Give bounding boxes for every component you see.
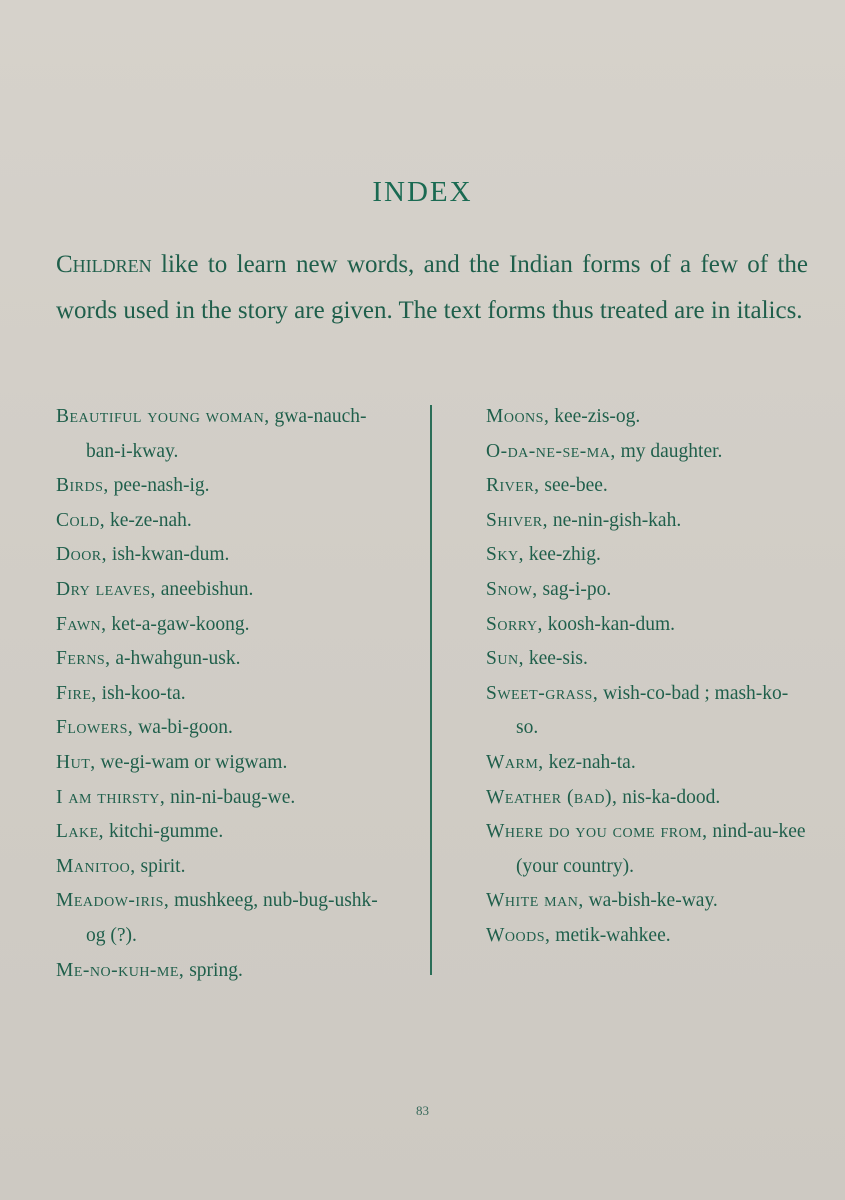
index-definition: spring.	[184, 959, 243, 981]
index-entry	[56, 642, 386, 677]
index-entry	[486, 400, 808, 435]
index-definition: a-hwahgun-usk.	[110, 648, 241, 670]
column-divider	[430, 405, 432, 975]
index-term: Fawn,	[56, 613, 107, 635]
index-entry	[486, 919, 808, 954]
index-entry	[486, 815, 808, 884]
index-entry	[56, 504, 386, 539]
intro-paragraph	[56, 242, 808, 334]
index-definition: aneebishun.	[155, 578, 254, 600]
index-term: Beautiful young woman,	[56, 406, 270, 427]
index-entry	[486, 677, 808, 746]
index-entry	[56, 469, 386, 504]
index-term: Fire,	[56, 682, 97, 704]
index-definition: ke-ze-nah.	[105, 509, 192, 531]
index-definition: sag-i-po.	[537, 578, 612, 600]
index-term: Woods,	[486, 924, 551, 946]
index-entry	[486, 469, 808, 504]
index-term: Birds,	[56, 475, 109, 497]
index-entry	[56, 850, 386, 885]
index-term: Where do you come from,	[486, 821, 708, 843]
index-term: I am thirsty,	[56, 786, 166, 808]
index-definition: pee-nash-ig.	[108, 475, 210, 497]
index-entry	[486, 608, 808, 643]
index-entry	[56, 608, 386, 643]
index-term: Moons,	[486, 406, 550, 427]
index-definition: ish-koo-ta.	[96, 682, 186, 704]
index-definition: spirit.	[135, 855, 186, 877]
index-term: River,	[486, 475, 540, 497]
index-entry	[486, 435, 808, 470]
index-definition: see-bee.	[539, 475, 608, 497]
index-definition: ish-kwan-dum.	[107, 544, 230, 566]
index-term: Me-no-kuh-me,	[56, 959, 185, 981]
index-term: Snow,	[486, 578, 538, 600]
index-definition: metik-wahkee.	[550, 924, 671, 946]
index-entry	[486, 746, 808, 781]
index-definition: mushkeeg, nub-bug-ushk-og (?).	[86, 890, 378, 946]
index-term: Dry leaves,	[56, 578, 156, 600]
intro-lead: Children	[56, 251, 152, 278]
index-entry	[486, 781, 808, 816]
index-definition: kee-zhig.	[523, 544, 601, 566]
index-term: Door,	[56, 544, 108, 566]
index-entry	[56, 711, 386, 746]
page-number: 83	[416, 1103, 429, 1118]
index-entry	[56, 400, 386, 469]
index-definition: ne-nin-gish-kah.	[548, 509, 682, 531]
index-term: Shiver,	[486, 509, 548, 531]
index-definition: my daughter.	[615, 440, 723, 462]
index-definition: wa-bish-ke-way.	[583, 890, 718, 912]
index-entry	[56, 573, 386, 608]
index-entry	[486, 642, 808, 677]
index-term: Sorry,	[486, 613, 543, 635]
index-term: Hut,	[56, 751, 96, 773]
index-entry	[56, 884, 386, 953]
index-definition: kee-zis-og.	[549, 406, 641, 427]
index-entry	[486, 573, 808, 608]
index-definition: kee-sis.	[523, 648, 588, 670]
index-entry	[486, 884, 808, 919]
index-definition: wish-co-bad ; mash-ko-so.	[516, 682, 789, 739]
index-term: Sun,	[486, 648, 524, 670]
index-term: Meadow-iris,	[56, 890, 170, 912]
index-entry	[56, 815, 386, 850]
index-definition: ket-a-gaw-koong.	[106, 613, 250, 635]
index-term: Ferns,	[56, 648, 111, 670]
index-definition: nin-ni-baug-we.	[165, 786, 296, 808]
index-entry	[56, 781, 386, 816]
index-definition: wa-bi-goon.	[133, 717, 233, 739]
index-term: Sky,	[486, 544, 524, 566]
index-definition: gwa-nauch-ban-i-kway.	[86, 406, 367, 462]
index-definition: koosh-kan-dum.	[542, 613, 676, 635]
index-term: Sweet-grass,	[486, 682, 599, 704]
index-entry	[56, 538, 386, 573]
index-definition: kez-nah-ta.	[543, 751, 636, 773]
index-term: Flowers,	[56, 717, 134, 739]
index-entry	[486, 538, 808, 573]
index-term: Cold,	[56, 509, 106, 531]
index-column-right	[486, 400, 808, 954]
index-entry	[486, 504, 808, 539]
index-term: Weather (bad),	[486, 786, 618, 808]
index-definition: kitchi-gumme.	[104, 821, 224, 843]
index-term: Warm,	[486, 751, 544, 773]
index-entry	[56, 677, 386, 712]
index-term: White man,	[486, 890, 584, 912]
index-term: Manitoo,	[56, 855, 136, 877]
index-definition: nis-ka-dood.	[617, 786, 721, 808]
index-term: O-da-ne-se-ma,	[486, 440, 616, 462]
index-column-left	[56, 400, 386, 988]
index-term: Lake,	[56, 821, 105, 843]
page-title: INDEX	[372, 176, 473, 208]
index-entry	[56, 954, 386, 989]
index-entry	[56, 746, 386, 781]
index-definition: nind-au-kee (your country).	[516, 821, 806, 877]
index-definition: we-gi-wam or wigwam.	[95, 751, 288, 773]
intro-text: like to learn new words, and the Indian forms of a few of the words used in the story are given. The text forms thus treated are in italics.	[56, 251, 808, 324]
